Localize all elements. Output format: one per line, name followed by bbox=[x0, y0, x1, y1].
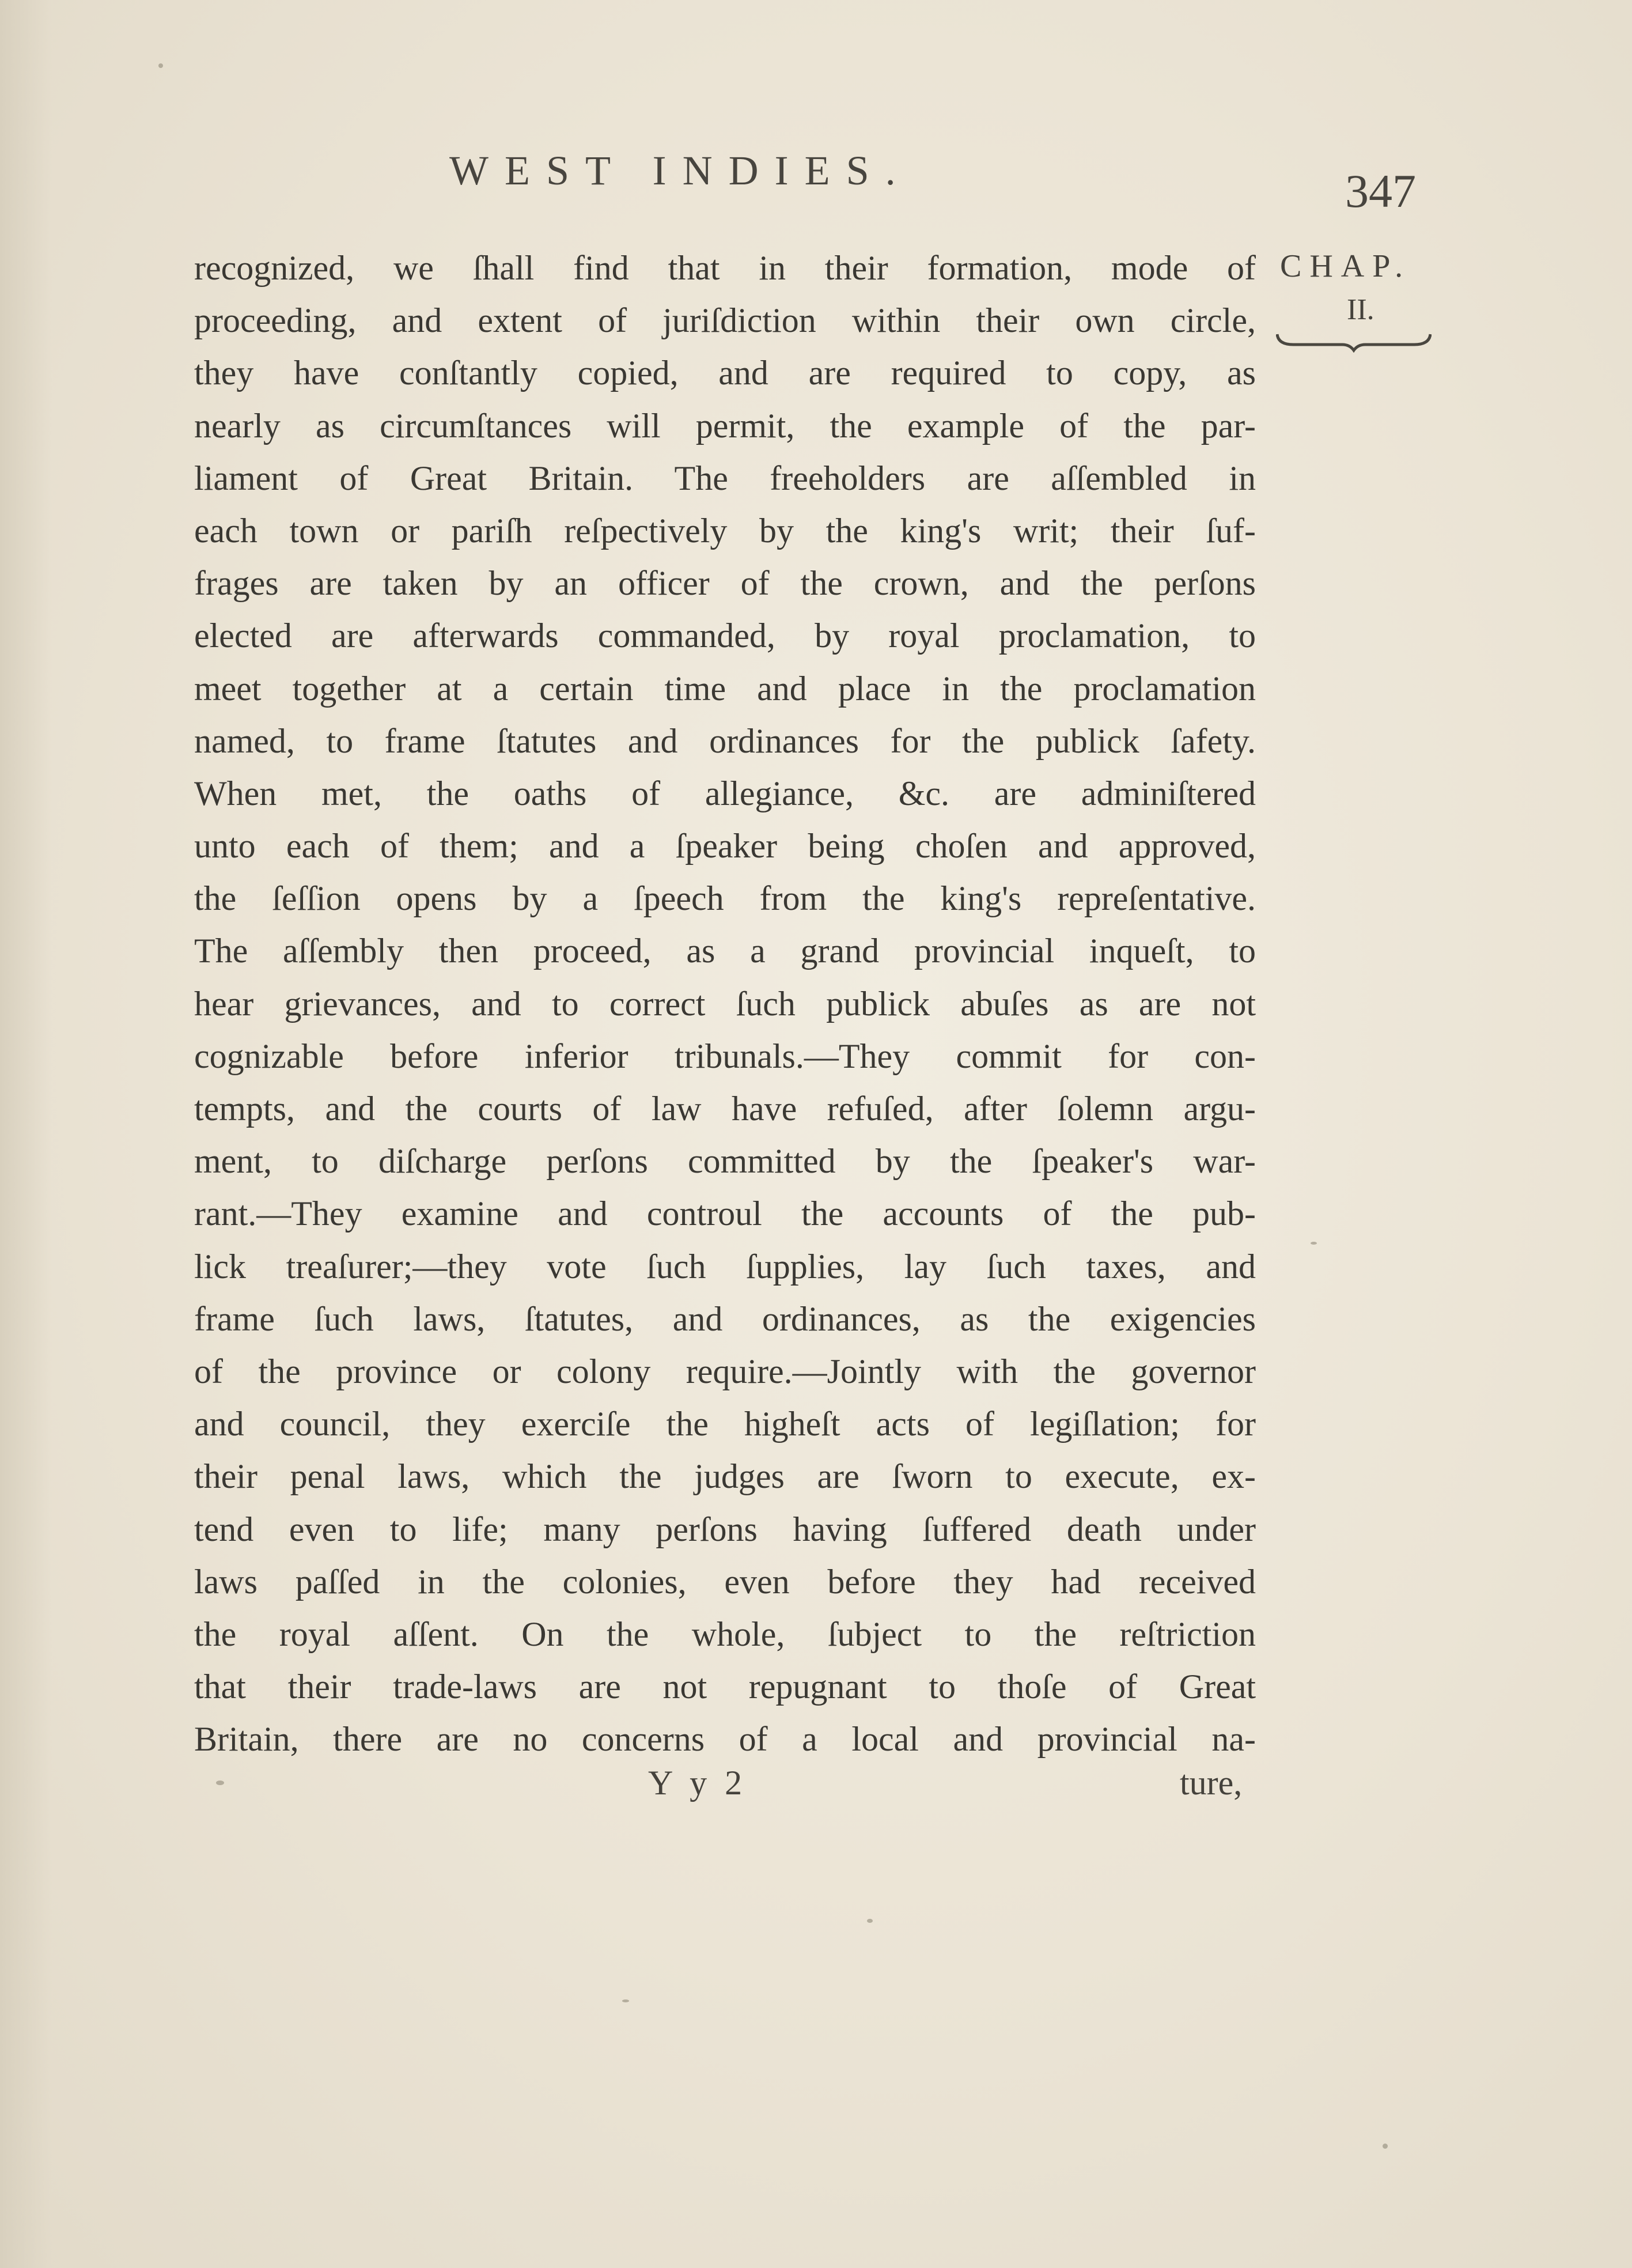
text-line: meet together at a certain time and place in the proclamation bbox=[194, 669, 1256, 708]
text-line: that their trade-laws are not repugnant to thoſe of Great bbox=[194, 1668, 1256, 1706]
paper-speck bbox=[622, 1999, 629, 2002]
text-line: ment, to diſcharge perſons committed by the ſpeaker's war- bbox=[194, 1142, 1256, 1181]
text-line: frages are taken by an officer of the crown, and the perſons bbox=[194, 564, 1256, 603]
paper-speck bbox=[867, 1919, 873, 1923]
page-number: 347 bbox=[1345, 165, 1416, 217]
paper-speck bbox=[216, 1781, 224, 1785]
text-line: When met, the oaths of allegiance, &c. are adminiſtered bbox=[194, 774, 1256, 812]
text-line: named, to frame ſtatutes and ordinances for the publick ſafety. bbox=[194, 721, 1256, 760]
text-line: of the province or colony require.—Jointly with the governor bbox=[194, 1352, 1256, 1390]
text-line: tend even to life; many perſons having ſuffered death under bbox=[194, 1510, 1256, 1548]
margin-chapter-label: CHAP. bbox=[1280, 248, 1411, 284]
text-line: they have conſtantly copied, and are required to copy, as bbox=[194, 354, 1256, 392]
text-line: tempts, and the courts of law have refuſed, after ſolemn argu- bbox=[194, 1090, 1256, 1128]
running-head: WEST INDIES. bbox=[449, 148, 912, 194]
signature-mark: Y y 2 bbox=[648, 1764, 747, 1802]
text-line: proceeding, and extent of juriſdiction within their own circle, bbox=[194, 301, 1256, 340]
text-line: The aſſembly then proceed, as a grand provincial inqueſt, to bbox=[194, 932, 1256, 970]
text-line: nearly as circumſtances will permit, the example of the par- bbox=[194, 406, 1256, 445]
text-line: each town or pariſh reſpectively by the king's writ; their ſuf- bbox=[194, 511, 1256, 550]
text-line: cognizable before inferior tribunals.—They commit for con- bbox=[194, 1037, 1256, 1075]
text-line: lick treaſurer;—they vote ſuch ſupplies, lay ſuch taxes, and bbox=[194, 1247, 1256, 1286]
paper-speck bbox=[1383, 2144, 1388, 2149]
catchword: ture, bbox=[1180, 1764, 1243, 1802]
paper-speck bbox=[158, 63, 163, 68]
text-line: frame ſuch laws, ſtatutes, and ordinances, as the exigencies bbox=[194, 1299, 1256, 1338]
text-line: liament of Great Britain. The freeholders are aſſembled in bbox=[194, 459, 1256, 497]
margin-brace-ornament bbox=[1276, 330, 1432, 353]
text-line: recognized, we ſhall find that in their formation, mode of bbox=[194, 249, 1256, 287]
text-line: their penal laws, which the judges are ſworn to execute, ex- bbox=[194, 1457, 1256, 1496]
text-line: laws paſſed in the colonies, even before they had received bbox=[194, 1562, 1256, 1601]
paper-speck bbox=[1311, 1242, 1317, 1245]
body-text bbox=[194, 242, 1256, 1766]
text-line: rant.—They examine and controul the accounts of the pub- bbox=[194, 1195, 1256, 1233]
text-line: unto each of them; and a ſpeaker being choſen and approved, bbox=[194, 827, 1256, 865]
margin-chapter-number: II. bbox=[1347, 293, 1374, 326]
text-line: the ſeſſion opens by a ſpeech from the king's repreſentative. bbox=[194, 879, 1256, 918]
text-line: Britain, there are no concerns of a local and provincial na- bbox=[194, 1720, 1256, 1759]
text-line: hear grievances, and to correct ſuch publick abuſes as are not bbox=[194, 984, 1256, 1023]
text-line: the royal aſſent. On the whole, ſubject to the reſtriction bbox=[194, 1615, 1256, 1653]
text-line: and council, they exerciſe the higheſt acts of legiſlation; for bbox=[194, 1405, 1256, 1443]
gutter-shadow bbox=[0, 0, 52, 2268]
text-line: elected are afterwards commanded, by royal proclamation, to bbox=[194, 617, 1256, 655]
